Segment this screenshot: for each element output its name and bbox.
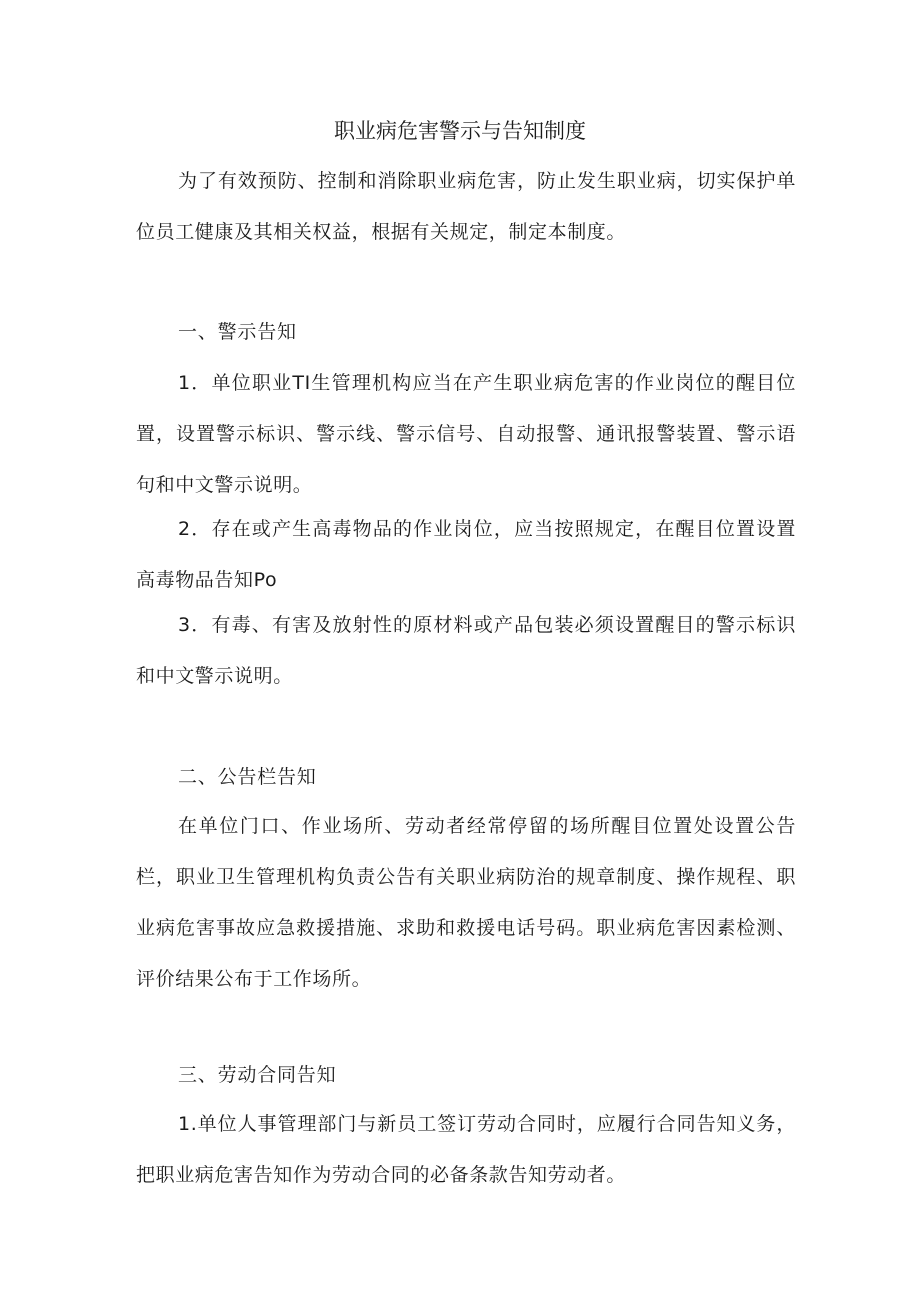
- intro-paragraph: 为了有效预防、控制和消除职业病危害，防止发生职业病，切实保护单位员工健康及其相关权益，根据有关规定，制定本制度。: [136, 170, 796, 243]
- section-heading-bulletin: 二、公告栏告知: [178, 766, 317, 788]
- warning-item-3: 3．有毒、有害及放射性的原材料或产品包装必须设置醒目的警示标识和中文警示说明。: [136, 614, 796, 687]
- section-heading-warning: 一、警示告知: [178, 321, 297, 343]
- warning-item-1: 1．单位职业TI生管理机构应当在产生职业病危害的作业岗位的醒目位置，设置警示标识、警示线、警示信号、自动报警、通讯报警装置、警示语句和中文警示说明。: [136, 372, 796, 496]
- contract-item-1: 1.单位人事管理部门与新员工签订劳动合同时，应履行合同告知义务，把职业病危害告知作为劳动合同的必备条款告知劳动者。: [136, 1113, 796, 1186]
- section-heading-contract: 三、劳动合同告知: [178, 1064, 337, 1086]
- document-title: 职业病危害警示与告知制度: [334, 119, 586, 143]
- warning-item-2: 2．存在或产生高毒物品的作业岗位，应当按照规定，在醒目位置设置高毒物品告知Po: [136, 518, 796, 591]
- bulletin-paragraph: 在单位门口、作业场所、劳动者经常停留的场所醒目位置处设置公告栏，职业卫生管理机构负责公告有关职业病防治的规章制度、操作规程、职业病危害事故应急救援措施、求助和救援电话号码。职业病危害因素检测、评价结果公布于工作场所。: [136, 815, 796, 990]
